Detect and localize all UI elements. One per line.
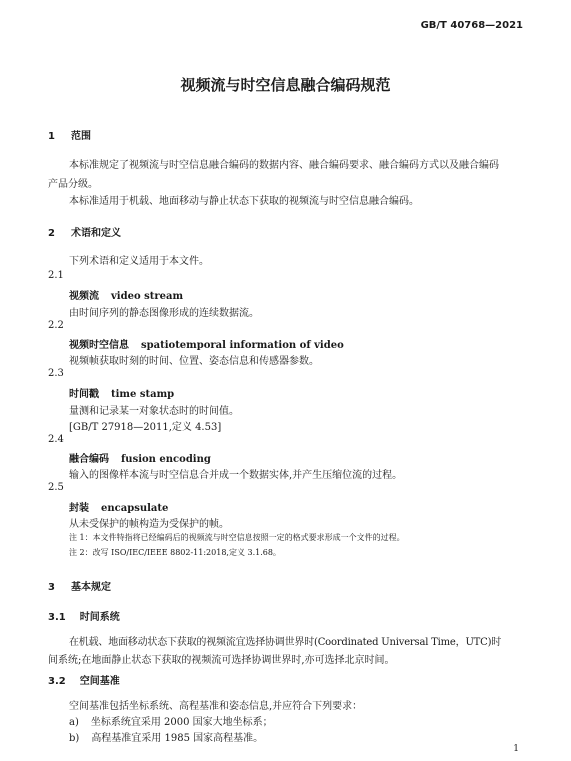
section-1-paragraph-1-line-1: 本标准规定了视频流与时空信息融合编码的数据内容、融合编码要求、融合编码方式以及融合编码 bbox=[69, 160, 499, 171]
list-text: 高程基准宜采用 1985 国家高程基准。 bbox=[91, 733, 264, 744]
term-number: 2.2 bbox=[48, 320, 64, 331]
term-en: time stamp bbox=[111, 389, 175, 400]
term-cn: 视频时空信息 bbox=[69, 340, 129, 351]
section-2-number: 2 bbox=[48, 228, 55, 239]
term-cn: 时间戳 bbox=[69, 389, 99, 400]
section-3-1-line-2: 间系统;在地面静止状态下获取的视频流可选择协调世界时,亦可选择北京时间。 bbox=[48, 655, 395, 666]
term-en: spatiotemporal information of video bbox=[141, 340, 344, 351]
list-item bbox=[69, 729, 263, 744]
term-number: 2.1 bbox=[48, 270, 64, 281]
section-3-2-heading bbox=[48, 672, 120, 687]
term-heading bbox=[69, 499, 168, 514]
term-number: 2.5 bbox=[48, 482, 64, 493]
section-3-heading bbox=[48, 578, 111, 593]
section-3-2-number: 3.2 bbox=[48, 676, 66, 687]
term-definition: 视频帧获取时刻的时间、位置、姿态信息和传感器参数。 bbox=[69, 356, 319, 367]
term-definition: 从未受保护的帧构造为受保护的帧。 bbox=[69, 519, 229, 530]
section-2-heading bbox=[48, 224, 121, 239]
note-2: 注 2：改写 ISO/IEC/IEEE 8802-11:2018,定义 3.1.68。 bbox=[69, 548, 281, 557]
list-text: 坐标系统宜采用 2000 国家大地坐标系； bbox=[90, 717, 273, 728]
list-item bbox=[69, 713, 273, 728]
section-3-1-number: 3.1 bbox=[48, 612, 66, 623]
page-number: 1 bbox=[513, 744, 519, 754]
standard-code-header: GB/T 40768—2021 bbox=[420, 20, 523, 31]
section-3-1-line-1: 在机载、地面移动状态下获取的视频流宜选择协调世界时(Coordinated Universal Time，UTC)时 bbox=[69, 637, 502, 648]
section-1-paragraph-2: 本标准适用于机载、地面移动与静止状态下获取的视频流与时空信息融合编码。 bbox=[69, 196, 419, 207]
term-en: fusion encoding bbox=[121, 454, 211, 465]
term-source-reference: [GB/T 27918—2011,定义 4.53] bbox=[69, 422, 222, 433]
document-title: 视频流与时空信息融合编码规范 bbox=[180, 76, 391, 94]
section-3-1-title: 时间系统 bbox=[79, 612, 120, 623]
term-heading bbox=[69, 336, 344, 351]
term-heading bbox=[69, 287, 183, 302]
section-2-intro: 下列术语和定义适用于本文件。 bbox=[69, 256, 209, 267]
section-3-number: 3 bbox=[48, 582, 55, 593]
term-definition: 输入的图像样本流与时空信息合并成一个数据实体,并产生压缩位流的过程。 bbox=[69, 470, 403, 481]
section-3-2-intro: 空间基准包括坐标系统、高程基准和姿态信息,并应符合下列要求： bbox=[69, 701, 363, 712]
term-cn: 融合编码 bbox=[69, 454, 109, 465]
term-heading bbox=[69, 450, 211, 465]
list-marker: b) bbox=[69, 733, 80, 744]
term-cn: 封装 bbox=[69, 503, 89, 514]
section-1-paragraph-1-line-2: 产品分级。 bbox=[48, 179, 98, 190]
term-en: video stream bbox=[111, 291, 184, 302]
section-3-2-title: 空间基准 bbox=[79, 676, 120, 687]
term-en: encapsulate bbox=[101, 503, 169, 514]
term-number: 2.4 bbox=[48, 434, 64, 445]
section-3-1-heading bbox=[48, 608, 120, 623]
term-cn: 视频流 bbox=[69, 291, 99, 302]
section-1-number: 1 bbox=[48, 131, 55, 142]
section-1-heading bbox=[48, 127, 91, 142]
section-1-title: 范围 bbox=[70, 131, 91, 142]
section-3-title: 基本规定 bbox=[70, 582, 111, 593]
note-1: 注 1：本文件特指将已经编码后的视频流与时空信息按照一定的格式要求形成一个文件的过程。 bbox=[69, 533, 405, 542]
section-2-title: 术语和定义 bbox=[70, 228, 121, 239]
term-heading bbox=[69, 385, 174, 400]
term-number: 2.3 bbox=[48, 368, 64, 379]
list-marker: a) bbox=[69, 717, 79, 728]
term-definition: 量测和记录某一对象状态时的时间值。 bbox=[69, 406, 239, 417]
term-definition: 由时间序列的静态图像形成的连续数据流。 bbox=[69, 308, 259, 319]
